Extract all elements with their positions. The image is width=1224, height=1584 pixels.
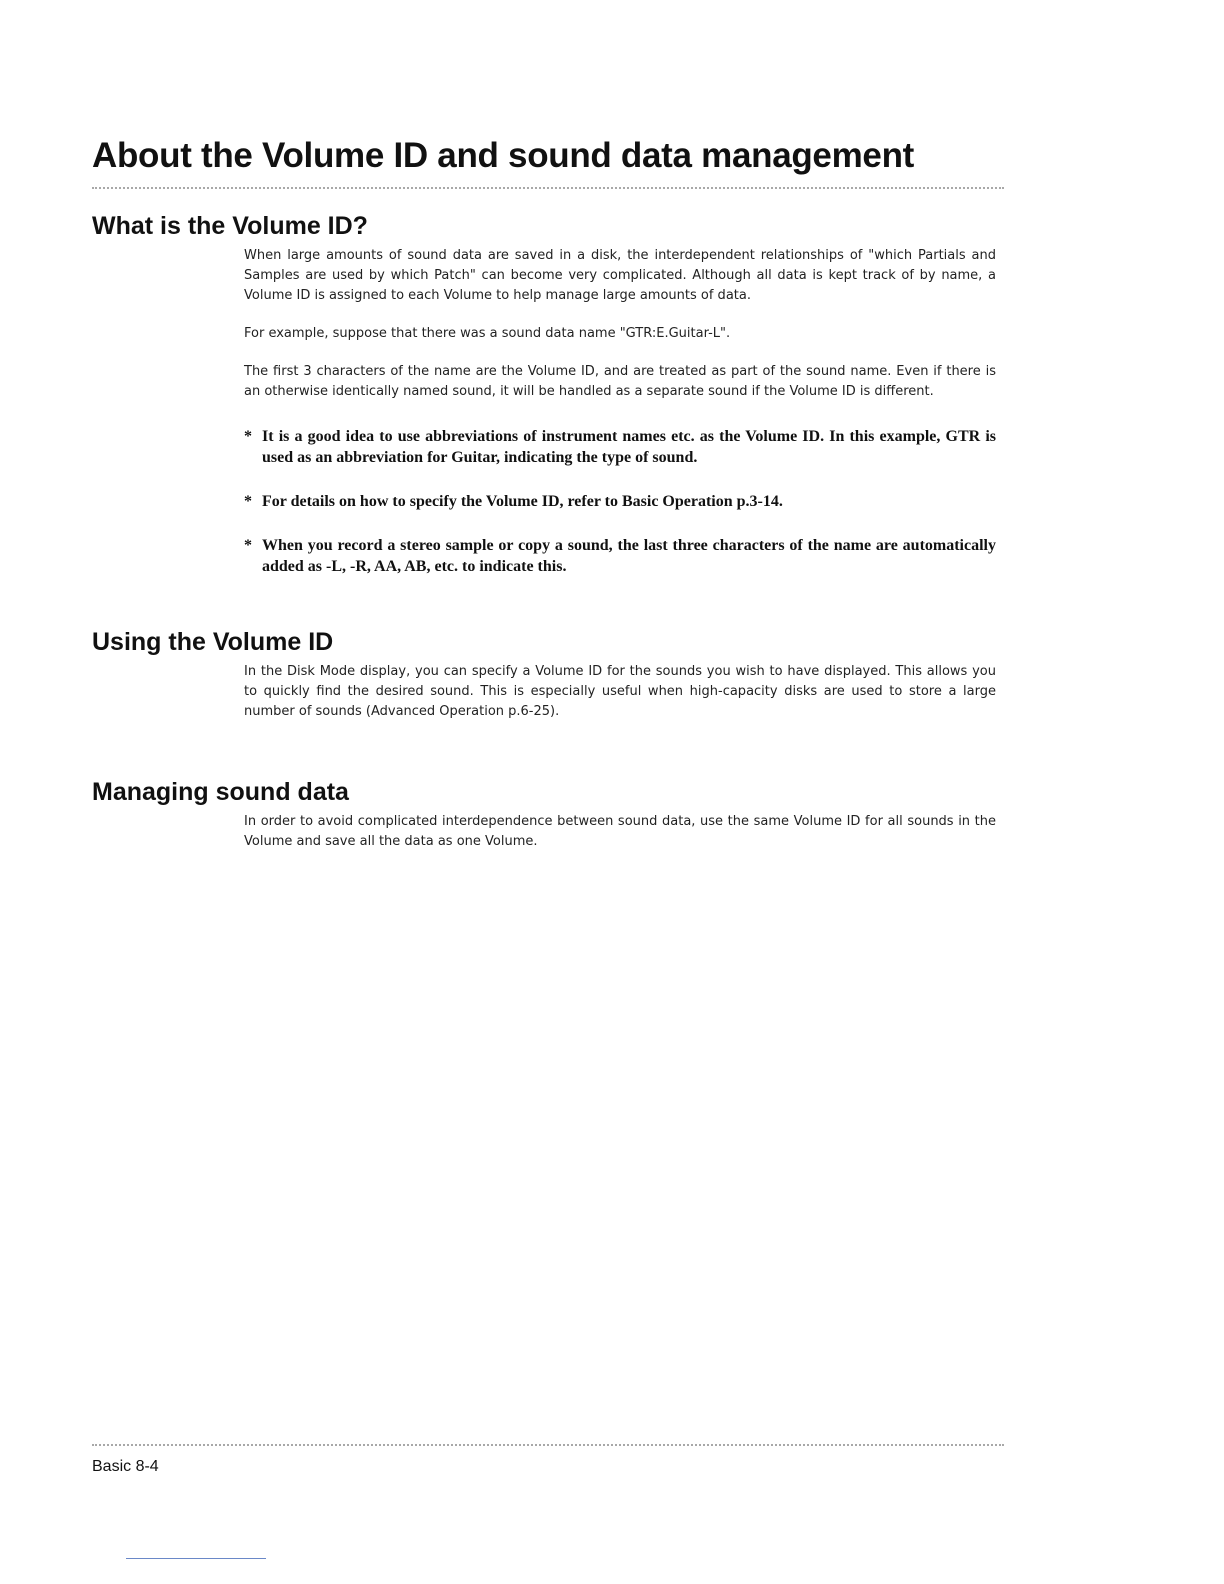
scan-edge-mark bbox=[126, 1558, 266, 1559]
section-body-managing-sound-data bbox=[244, 812, 996, 870]
page-title: About the Volume ID and sound data management bbox=[92, 136, 915, 175]
section-body-using-volume-id bbox=[244, 662, 996, 740]
asterisk-bullet-icon: * bbox=[244, 428, 252, 445]
paragraph: In the Disk Mode display, you can specify a Volume ID for the sounds you wish to have displayed. This allows you to quickly find the desired sound. This is especially useful when high-capacity disks are used to store a large number of sounds (Advanced Operation p.6-25). bbox=[244, 664, 996, 719]
note-item bbox=[244, 535, 996, 577]
section-body-what-is-volume-id bbox=[244, 246, 996, 600]
section-heading-managing-sound-data: Managing sound data bbox=[92, 778, 349, 806]
note-item bbox=[244, 426, 996, 468]
paragraph: In order to avoid complicated interdependence between sound data, use the same Volume ID for all sounds in the Volume and save all the data as one Volume. bbox=[244, 814, 996, 849]
footer-divider bbox=[92, 1444, 1004, 1446]
title-divider bbox=[92, 187, 1004, 189]
section-heading-what-is-volume-id: What is the Volume ID? bbox=[92, 212, 368, 240]
notes-list bbox=[244, 426, 996, 577]
paragraph: When large amounts of sound data are saved in a disk, the interdependent relationships of "which Partials and Samples are used by which Patch" can become very complicated. Although all data is kept track of by name, a Volume ID is assigned to each Volume to help manage large amounts of data. bbox=[244, 248, 996, 303]
note-item bbox=[244, 491, 996, 512]
note-text: For details on how to specify the Volume ID, refer to Basic Operation p.3-14. bbox=[262, 493, 783, 510]
paragraph: For example, suppose that there was a sound data name "GTR:E.Guitar-L". bbox=[244, 326, 731, 341]
asterisk-bullet-icon: * bbox=[244, 537, 252, 554]
paragraph: The first 3 characters of the name are the Volume ID, and are treated as part of the sound name. Even if there is an otherwise identically named sound, it will be handled as a separate sound if the Volume ID is different. bbox=[244, 364, 996, 399]
section-heading-using-volume-id: Using the Volume ID bbox=[92, 628, 334, 656]
page-number: Basic 8-4 bbox=[92, 1458, 159, 1475]
asterisk-bullet-icon: * bbox=[244, 493, 252, 510]
note-text: When you record a stereo sample or copy a sound, the last three characters of the name are automatically added as -L, -R, AA, AB, etc. to indicate this. bbox=[262, 537, 996, 575]
note-text: It is a good idea to use abbreviations of instrument names etc. as the Volume ID. In this example, GTR is used as an abbreviation for Guitar, indicating the type of sound. bbox=[262, 428, 996, 466]
